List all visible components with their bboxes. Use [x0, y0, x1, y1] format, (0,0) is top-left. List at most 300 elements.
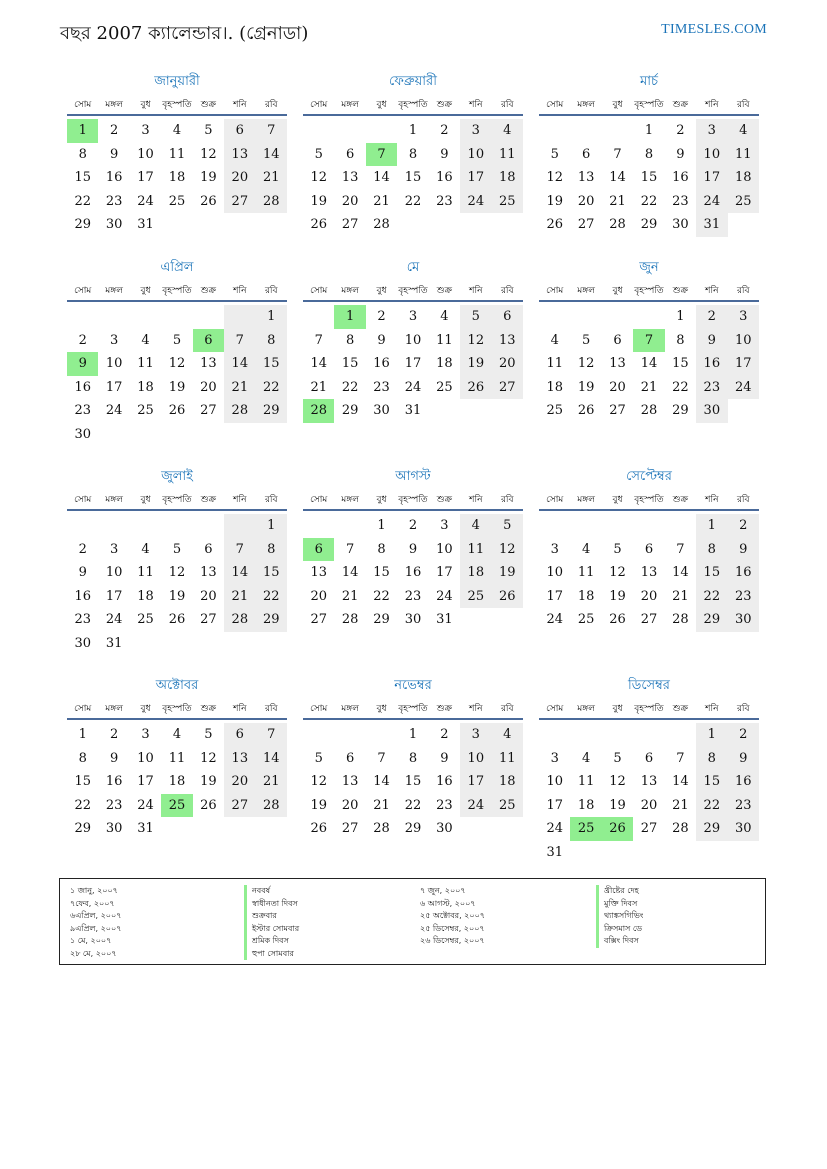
day-cell[interactable]: 12 — [310, 774, 327, 789]
day-cell[interactable]: 6 — [581, 146, 591, 162]
day-cell[interactable]: 12 — [609, 565, 626, 580]
day-cell[interactable]: 28 — [672, 612, 689, 627]
day-cell[interactable]: 24 — [728, 376, 759, 400]
day-cell[interactable]: 19 — [460, 352, 491, 376]
month-name[interactable]: অক্টোবর — [155, 678, 199, 693]
day-cell[interactable]: 1 — [78, 727, 87, 742]
day-cell[interactable]: 28 — [373, 217, 390, 232]
day-cell[interactable]: 10 — [105, 565, 123, 580]
day-cell[interactable]: 27 — [341, 821, 359, 836]
day-cell[interactable]: 16 — [404, 565, 422, 580]
month-name[interactable]: ফেব্রুয়ারী — [389, 74, 437, 89]
month-name[interactable]: নভেম্বর — [394, 678, 432, 693]
day-cell[interactable]: 2 — [109, 123, 119, 138]
day-cell[interactable]: 3 — [696, 119, 727, 143]
day-cell[interactable]: 4 — [440, 309, 449, 324]
day-cell[interactable]: 14 — [224, 561, 255, 585]
day-cell[interactable]: 15 — [74, 170, 91, 185]
day-cell[interactable]: 14 — [672, 774, 689, 789]
day-cell[interactable]: 23 — [404, 588, 422, 604]
day-cell[interactable]: 23 — [373, 379, 390, 395]
day-cell[interactable]: 13 — [640, 774, 658, 789]
day-cell[interactable]: 12 — [546, 170, 563, 185]
day-cell[interactable]: 1 — [408, 727, 418, 742]
day-cell[interactable]: 18 — [492, 770, 523, 794]
day-cell[interactable]: 24 — [137, 193, 154, 209]
day-cell[interactable]: 29 — [74, 217, 91, 232]
day-cell[interactable]: 16 — [74, 379, 91, 395]
day-cell[interactable]: 29 — [404, 821, 422, 836]
day-cell[interactable]: 2 — [78, 332, 87, 348]
day-cell[interactable]: 19 — [310, 193, 327, 209]
day-cell[interactable]: 11 — [492, 747, 523, 771]
day-cell[interactable]: 27 — [200, 403, 217, 418]
day-cell[interactable]: 20 — [224, 770, 255, 794]
day-cell[interactable]: 23 — [105, 193, 123, 209]
day-cell[interactable]: 10 — [436, 541, 453, 557]
day-cell[interactable]: 5 — [460, 305, 491, 329]
day-cell[interactable]: 14 — [373, 170, 390, 185]
day-cell[interactable]: 30 — [404, 612, 422, 627]
day-cell[interactable]: 14 — [256, 143, 287, 167]
day-cell[interactable]: 28 — [672, 821, 689, 836]
day-cell[interactable]: 27 — [492, 376, 523, 400]
day-cell[interactable]: 26 — [492, 585, 523, 609]
day-cell[interactable]: 2 — [728, 514, 759, 538]
day-cell[interactable]: 30 — [105, 821, 123, 836]
day-cell[interactable]: 7 — [256, 119, 287, 143]
day-cell[interactable]: 8 — [78, 146, 87, 162]
day-cell[interactable]: 11 — [436, 332, 453, 348]
month-name[interactable]: জুলাই — [161, 469, 193, 484]
day-cell[interactable]: 28 — [609, 217, 626, 232]
day-cell[interactable]: 12 — [168, 356, 186, 371]
month-name[interactable]: জুন — [639, 260, 659, 275]
day-cell[interactable]: 22 — [341, 379, 359, 395]
day-cell[interactable]: 29 — [696, 817, 727, 841]
day-cell[interactable]: 15 — [404, 774, 422, 789]
day-cell[interactable]: 6 — [613, 332, 622, 348]
day-cell[interactable]: 4 — [581, 541, 591, 557]
day-cell[interactable]: 3 — [141, 727, 150, 742]
day-cell[interactable]: 17 — [460, 166, 491, 190]
day-cell[interactable]: 24 — [696, 190, 727, 214]
day-cell[interactable]: 27 — [577, 217, 595, 232]
day-cell[interactable]: 17 — [546, 797, 563, 813]
day-cell[interactable]: 2 — [676, 123, 685, 138]
day-cell[interactable]: 14 — [341, 565, 359, 580]
day-cell[interactable]: 7 — [377, 750, 386, 766]
day-cell[interactable]: 9 — [377, 332, 386, 348]
day-cell[interactable]: 2 — [78, 541, 87, 557]
day-cell[interactable]: 3 — [408, 309, 418, 324]
day-cell[interactable]: 26 — [310, 217, 327, 232]
day-cell[interactable]: 13 — [640, 565, 658, 580]
day-cell[interactable]: 4 — [141, 541, 150, 557]
day-cell[interactable]: 4 — [492, 119, 523, 143]
site-logo[interactable]: TIMESLES.COM — [661, 22, 767, 37]
day-cell[interactable]: 29 — [256, 608, 287, 632]
day-cell[interactable]: 12 — [200, 750, 217, 766]
day-cell[interactable]: 24 — [105, 403, 123, 418]
day-cell[interactable]: 27 — [310, 612, 327, 627]
day-cell[interactable]: 27 — [200, 612, 217, 627]
day-cell[interactable]: 1 — [256, 305, 287, 329]
day-cell[interactable]: 9 — [78, 565, 87, 580]
day-cell[interactable]: 26 — [577, 403, 595, 418]
day-cell[interactable]: 10 — [460, 747, 491, 771]
day-cell[interactable]: 24 — [460, 794, 491, 818]
day-cell[interactable]: 31 — [696, 213, 727, 237]
day-cell[interactable]: 5 — [581, 332, 591, 348]
day-cell[interactable]: 6 — [492, 305, 523, 329]
day-cell[interactable]: 3 — [728, 305, 759, 329]
day-cell[interactable]: 31 — [436, 612, 453, 627]
day-cell[interactable]: 8 — [408, 146, 418, 162]
day-cell[interactable]: 26 — [168, 612, 186, 627]
day-cell[interactable]: 17 — [546, 588, 563, 604]
day-cell[interactable]: 22 — [404, 797, 422, 813]
day-cell[interactable]: 11 — [728, 143, 759, 167]
day-cell[interactable]: 8 — [256, 329, 287, 353]
day-cell[interactable]: 26 — [200, 797, 217, 813]
day-cell[interactable]: 19 — [492, 561, 523, 585]
holiday-day[interactable]: 7 — [633, 329, 664, 353]
day-cell[interactable]: 24 — [546, 612, 563, 627]
day-cell[interactable]: 7 — [345, 541, 355, 557]
day-cell[interactable]: 26 — [310, 821, 327, 836]
day-cell[interactable]: 9 — [676, 146, 685, 162]
day-cell[interactable]: 27 — [224, 190, 255, 214]
day-cell[interactable]: 12 — [609, 774, 626, 789]
day-cell[interactable]: 18 — [168, 170, 186, 185]
day-cell[interactable]: 19 — [577, 379, 595, 395]
day-cell[interactable]: 7 — [613, 146, 622, 162]
day-cell[interactable]: 17 — [460, 770, 491, 794]
day-cell[interactable]: 10 — [137, 146, 154, 162]
day-cell[interactable]: 27 — [640, 821, 658, 836]
day-cell[interactable]: 20 — [310, 588, 327, 604]
day-cell[interactable]: 21 — [373, 193, 390, 209]
day-cell[interactable]: 20 — [200, 588, 217, 604]
day-cell[interactable]: 17 — [696, 166, 727, 190]
day-cell[interactable]: 6 — [345, 750, 355, 766]
holiday-day[interactable]: 1 — [67, 119, 98, 143]
day-cell[interactable]: 15 — [696, 770, 727, 794]
day-cell[interactable]: 13 — [341, 170, 359, 185]
day-cell[interactable]: 14 — [373, 774, 390, 789]
day-cell[interactable]: 15 — [672, 356, 689, 371]
day-cell[interactable]: 8 — [696, 747, 727, 771]
day-cell[interactable]: 11 — [137, 356, 154, 371]
day-cell[interactable]: 30 — [436, 821, 453, 836]
day-cell[interactable]: 8 — [377, 541, 386, 557]
day-cell[interactable]: 11 — [168, 146, 186, 162]
day-cell[interactable]: 14 — [310, 356, 327, 371]
day-cell[interactable]: 21 — [640, 379, 658, 395]
day-cell[interactable]: 20 — [640, 588, 658, 604]
day-cell[interactable]: 25 — [460, 585, 491, 609]
day-cell[interactable]: 21 — [672, 797, 689, 813]
day-cell[interactable]: 11 — [577, 565, 595, 580]
day-cell[interactable]: 16 — [672, 170, 689, 185]
day-cell[interactable]: 16 — [728, 561, 759, 585]
day-cell[interactable]: 8 — [644, 146, 654, 162]
day-cell[interactable]: 16 — [436, 774, 453, 789]
holiday-day[interactable]: 6 — [193, 329, 224, 353]
month-name[interactable]: ডিসেম্বর — [628, 678, 670, 693]
day-cell[interactable]: 31 — [137, 821, 154, 836]
day-cell[interactable]: 12 — [577, 356, 595, 371]
day-cell[interactable]: 5 — [172, 332, 182, 348]
day-cell[interactable]: 31 — [546, 844, 563, 860]
month-name[interactable]: মার্চ — [639, 74, 658, 89]
day-cell[interactable]: 1 — [408, 123, 418, 138]
day-cell[interactable]: 6 — [644, 541, 654, 557]
day-cell[interactable]: 15 — [696, 561, 727, 585]
day-cell[interactable]: 13 — [609, 356, 626, 371]
day-cell[interactable]: 4 — [172, 727, 182, 742]
day-cell[interactable]: 10 — [696, 143, 727, 167]
day-cell[interactable]: 2 — [696, 305, 727, 329]
day-cell[interactable]: 23 — [105, 797, 123, 813]
day-cell[interactable]: 9 — [109, 146, 119, 162]
day-cell[interactable]: 12 — [492, 538, 523, 562]
day-cell[interactable]: 18 — [728, 166, 759, 190]
day-cell[interactable]: 4 — [460, 514, 491, 538]
day-cell[interactable]: 31 — [105, 635, 123, 651]
day-cell[interactable]: 4 — [141, 332, 150, 348]
day-cell[interactable]: 17 — [436, 565, 453, 580]
day-cell[interactable]: 25 — [436, 379, 453, 395]
day-cell[interactable]: 21 — [609, 193, 626, 209]
day-cell[interactable]: 18 — [168, 774, 186, 789]
day-cell[interactable]: 5 — [314, 146, 323, 162]
day-cell[interactable]: 10 — [728, 329, 759, 353]
day-cell[interactable]: 24 — [404, 379, 422, 395]
day-cell[interactable]: 29 — [373, 612, 390, 627]
day-cell[interactable]: 29 — [640, 217, 658, 232]
day-cell[interactable]: 2 — [440, 727, 449, 742]
day-cell[interactable]: 15 — [256, 352, 287, 376]
day-cell[interactable]: 1 — [676, 309, 685, 324]
day-cell[interactable]: 9 — [696, 329, 727, 353]
day-cell[interactable]: 14 — [224, 352, 255, 376]
day-cell[interactable]: 20 — [609, 379, 626, 395]
day-cell[interactable]: 25 — [546, 403, 563, 418]
day-cell[interactable]: 5 — [613, 750, 622, 766]
day-cell[interactable]: 30 — [728, 817, 759, 841]
day-cell[interactable]: 25 — [492, 794, 523, 818]
day-cell[interactable]: 12 — [200, 146, 217, 162]
day-cell[interactable]: 14 — [640, 356, 658, 371]
day-cell[interactable]: 22 — [696, 585, 727, 609]
day-cell[interactable]: 18 — [137, 379, 154, 395]
day-cell[interactable]: 19 — [168, 379, 186, 395]
day-cell[interactable]: 9 — [728, 538, 759, 562]
day-cell[interactable]: 16 — [105, 170, 123, 185]
day-cell[interactable]: 5 — [613, 541, 622, 557]
day-cell[interactable]: 8 — [345, 332, 355, 348]
day-cell[interactable]: 21 — [224, 376, 255, 400]
day-cell[interactable]: 22 — [640, 193, 658, 209]
day-cell[interactable]: 16 — [74, 588, 91, 604]
day-cell[interactable]: 23 — [74, 612, 91, 627]
day-cell[interactable]: 4 — [172, 123, 182, 138]
day-cell[interactable]: 16 — [436, 170, 453, 185]
day-cell[interactable]: 23 — [74, 403, 91, 418]
day-cell[interactable]: 20 — [492, 352, 523, 376]
day-cell[interactable]: 29 — [672, 403, 689, 418]
day-cell[interactable]: 9 — [408, 541, 418, 557]
day-cell[interactable]: 10 — [105, 356, 123, 371]
day-cell[interactable]: 5 — [172, 541, 182, 557]
day-cell[interactable]: 11 — [492, 143, 523, 167]
day-cell[interactable]: 10 — [546, 565, 563, 580]
day-cell[interactable]: 21 — [256, 770, 287, 794]
day-cell[interactable]: 1 — [696, 514, 727, 538]
day-cell[interactable]: 23 — [728, 794, 759, 818]
day-cell[interactable]: 6 — [224, 723, 255, 747]
day-cell[interactable]: 28 — [640, 403, 658, 418]
day-cell[interactable]: 28 — [341, 612, 359, 627]
day-cell[interactable]: 10 — [137, 750, 154, 766]
day-cell[interactable]: 4 — [492, 723, 523, 747]
day-cell[interactable]: 1 — [696, 723, 727, 747]
day-cell[interactable]: 3 — [141, 123, 150, 138]
day-cell[interactable]: 13 — [224, 747, 255, 771]
day-cell[interactable]: 13 — [200, 356, 217, 371]
day-cell[interactable]: 13 — [577, 170, 595, 185]
month-name[interactable]: সেপ্টেম্বর — [626, 469, 672, 484]
day-cell[interactable]: 16 — [105, 774, 123, 789]
day-cell[interactable]: 30 — [74, 426, 91, 442]
day-cell[interactable]: 30 — [373, 403, 390, 418]
day-cell[interactable]: 5 — [550, 146, 559, 162]
day-cell[interactable]: 22 — [696, 794, 727, 818]
day-cell[interactable]: 31 — [137, 217, 154, 232]
day-cell[interactable]: 19 — [200, 170, 217, 185]
day-cell[interactable]: 11 — [137, 565, 154, 580]
day-cell[interactable]: 5 — [204, 123, 213, 138]
day-cell[interactable]: 25 — [137, 403, 154, 418]
day-cell[interactable]: 8 — [256, 538, 287, 562]
day-cell[interactable]: 17 — [137, 774, 154, 789]
day-cell[interactable]: 12 — [310, 170, 327, 185]
day-cell[interactable]: 14 — [672, 565, 689, 580]
day-cell[interactable]: 30 — [672, 217, 689, 232]
day-cell[interactable]: 3 — [550, 541, 559, 557]
month-name[interactable]: মে — [406, 260, 420, 275]
day-cell[interactable]: 18 — [577, 588, 595, 604]
day-cell[interactable]: 24 — [436, 588, 453, 604]
day-cell[interactable]: 15 — [74, 774, 91, 789]
day-cell[interactable]: 4 — [728, 119, 759, 143]
day-cell[interactable]: 7 — [224, 538, 255, 562]
day-cell[interactable]: 29 — [341, 403, 359, 418]
day-cell[interactable]: 9 — [440, 146, 449, 162]
day-cell[interactable]: 27 — [341, 217, 359, 232]
day-cell[interactable]: 15 — [404, 170, 422, 185]
day-cell[interactable]: 25 — [492, 190, 523, 214]
day-cell[interactable]: 28 — [373, 821, 390, 836]
day-cell[interactable]: 1 — [256, 514, 287, 538]
day-cell[interactable]: 30 — [696, 399, 727, 423]
day-cell[interactable]: 13 — [200, 565, 217, 580]
day-cell[interactable]: 15 — [256, 561, 287, 585]
day-cell[interactable]: 11 — [460, 538, 491, 562]
day-cell[interactable]: 29 — [696, 608, 727, 632]
day-cell[interactable]: 2 — [728, 723, 759, 747]
day-cell[interactable]: 28 — [224, 399, 255, 423]
day-cell[interactable]: 30 — [728, 608, 759, 632]
day-cell[interactable]: 11 — [546, 356, 563, 371]
day-cell[interactable]: 7 — [676, 541, 685, 557]
day-cell[interactable]: 4 — [581, 750, 591, 766]
day-cell[interactable]: 22 — [404, 193, 422, 209]
month-name[interactable]: জানুয়ারী — [154, 74, 200, 89]
day-cell[interactable]: 18 — [546, 379, 563, 395]
day-cell[interactable]: 15 — [373, 565, 390, 580]
holiday-day[interactable]: 25 — [570, 817, 601, 841]
day-cell[interactable]: 12 — [460, 329, 491, 353]
day-cell[interactable]: 2 — [109, 727, 119, 742]
day-cell[interactable]: 8 — [696, 538, 727, 562]
day-cell[interactable]: 6 — [204, 541, 213, 557]
day-cell[interactable]: 15 — [341, 356, 359, 371]
day-cell[interactable]: 16 — [373, 356, 390, 371]
day-cell[interactable]: 18 — [460, 561, 491, 585]
day-cell[interactable]: 30 — [74, 635, 91, 651]
day-cell[interactable]: 17 — [404, 356, 422, 371]
holiday-day[interactable]: 28 — [303, 399, 334, 423]
day-cell[interactable]: 28 — [224, 608, 255, 632]
day-cell[interactable]: 19 — [310, 797, 327, 813]
day-cell[interactable]: 28 — [256, 190, 287, 214]
day-cell[interactable]: 22 — [256, 376, 287, 400]
day-cell[interactable]: 17 — [105, 379, 123, 395]
day-cell[interactable]: 14 — [609, 170, 626, 185]
day-cell[interactable]: 26 — [546, 217, 563, 232]
day-cell[interactable]: 19 — [609, 588, 626, 604]
day-cell[interactable]: 25 — [728, 190, 759, 214]
day-cell[interactable]: 2 — [408, 518, 418, 533]
day-cell[interactable]: 3 — [109, 332, 119, 348]
day-cell[interactable]: 3 — [109, 541, 119, 557]
day-cell[interactable]: 19 — [546, 193, 563, 209]
day-cell[interactable]: 6 — [224, 119, 255, 143]
day-cell[interactable]: 21 — [256, 166, 287, 190]
day-cell[interactable]: 23 — [696, 376, 727, 400]
day-cell[interactable]: 8 — [676, 332, 685, 348]
day-cell[interactable]: 26 — [200, 193, 217, 209]
holiday-day[interactable]: 7 — [366, 143, 397, 167]
day-cell[interactable]: 18 — [577, 797, 595, 813]
day-cell[interactable]: 23 — [672, 193, 689, 209]
day-cell[interactable]: 24 — [105, 612, 123, 627]
day-cell[interactable]: 10 — [460, 143, 491, 167]
day-cell[interactable]: 13 — [224, 143, 255, 167]
day-cell[interactable]: 21 — [672, 588, 689, 604]
day-cell[interactable]: 27 — [224, 794, 255, 818]
month-name[interactable]: এপ্রিল — [160, 260, 194, 275]
day-cell[interactable]: 23 — [436, 797, 453, 813]
day-cell[interactable]: 14 — [256, 747, 287, 771]
day-cell[interactable]: 21 — [341, 588, 359, 604]
day-cell[interactable]: 26 — [460, 376, 491, 400]
day-cell[interactable]: 13 — [310, 565, 327, 580]
day-cell[interactable]: 11 — [577, 774, 595, 789]
